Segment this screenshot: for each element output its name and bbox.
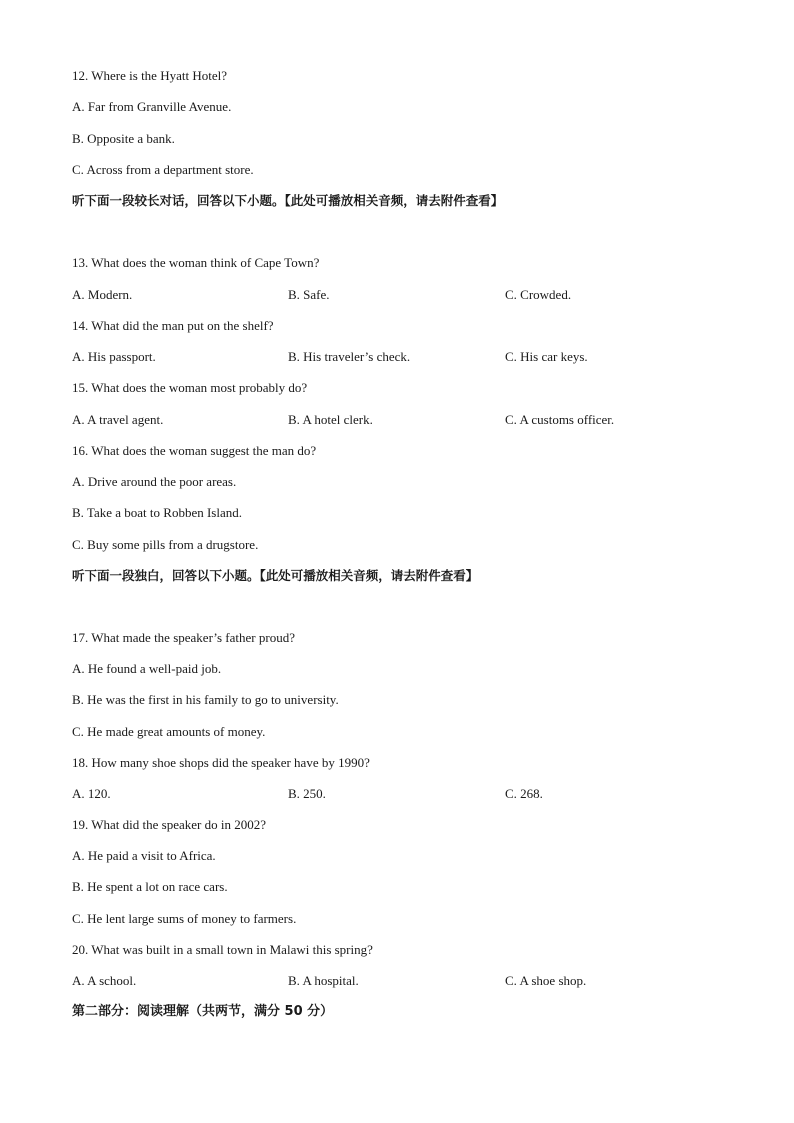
q18-option-b: B. 250. [288,786,326,801]
question-16: 16. What does the woman suggest the man do? [72,443,317,458]
question-20: 20. What was built in a small town in Malawi this spring? [72,942,373,957]
question-17: 17. What made the speaker’s father proud? [72,630,295,645]
q15-option-a: A. A travel agent. [72,412,164,427]
q15-option-b: B. A hotel clerk. [288,412,373,427]
question-15: 15. What does the woman most probably do? [72,380,308,395]
q12-option-a: A. Far from Granville Avenue. [72,99,232,114]
q14-option-c: C. His car keys. [505,349,588,364]
section-2-heading: 第二部分：阅读理解（共两节，满分 50 分） [72,1004,334,1019]
question-12: 12. Where is the Hyatt Hotel? [72,68,227,83]
q19-option-a: A. He paid a visit to Africa. [72,848,216,863]
q20-option-b: B. A hospital. [288,973,359,988]
q17-option-c: C. He made great amounts of money. [72,724,266,739]
listening-instruction-2: 听下面一段独白，回答以下小题。【此处可播放相关音频，请去附件查看】 [72,568,479,583]
q12-option-b: B. Opposite a bank. [72,131,175,146]
q13-option-a: A. Modern. [72,287,133,302]
q13-option-b: B. Safe. [288,287,330,302]
q16-option-a: A. Drive around the poor areas. [72,474,237,489]
listening-instruction-1: 听下面一段较长对话，回答以下小题。【此处可播放相关音频，请去附件查看】 [72,193,504,208]
q16-option-b: B. Take a boat to Robben Island. [72,505,242,520]
question-19: 19. What did the speaker do in 2002? [72,817,266,832]
q20-option-a: A. A school. [72,973,137,988]
question-14: 14. What did the man put on the shelf? [72,318,274,333]
q12-option-c: C. Across from a department store. [72,162,254,177]
q13-option-c: C. Crowded. [505,287,572,302]
q17-option-b: B. He was the first in his family to go to university. [72,692,339,707]
q17-option-a: A. He found a well-paid job. [72,661,222,676]
q16-option-c: C. Buy some pills from a drugstore. [72,537,259,552]
question-13: 13. What does the woman think of Cape Town? [72,255,320,270]
question-18: 18. How many shoe shops did the speaker have by 1990? [72,755,370,770]
q14-option-a: A. His passport. [72,349,156,364]
q19-option-b: B. He spent a lot on race cars. [72,879,228,894]
q20-option-c: C. A shoe shop. [505,973,587,988]
q18-option-a: A. 120. [72,786,111,801]
q19-option-c: C. He lent large sums of money to farmers. [72,911,297,926]
q14-option-b: B. His traveler’s check. [288,349,411,364]
q18-option-c: C. 268. [505,786,543,801]
q15-option-c: C. A customs officer. [505,412,615,427]
